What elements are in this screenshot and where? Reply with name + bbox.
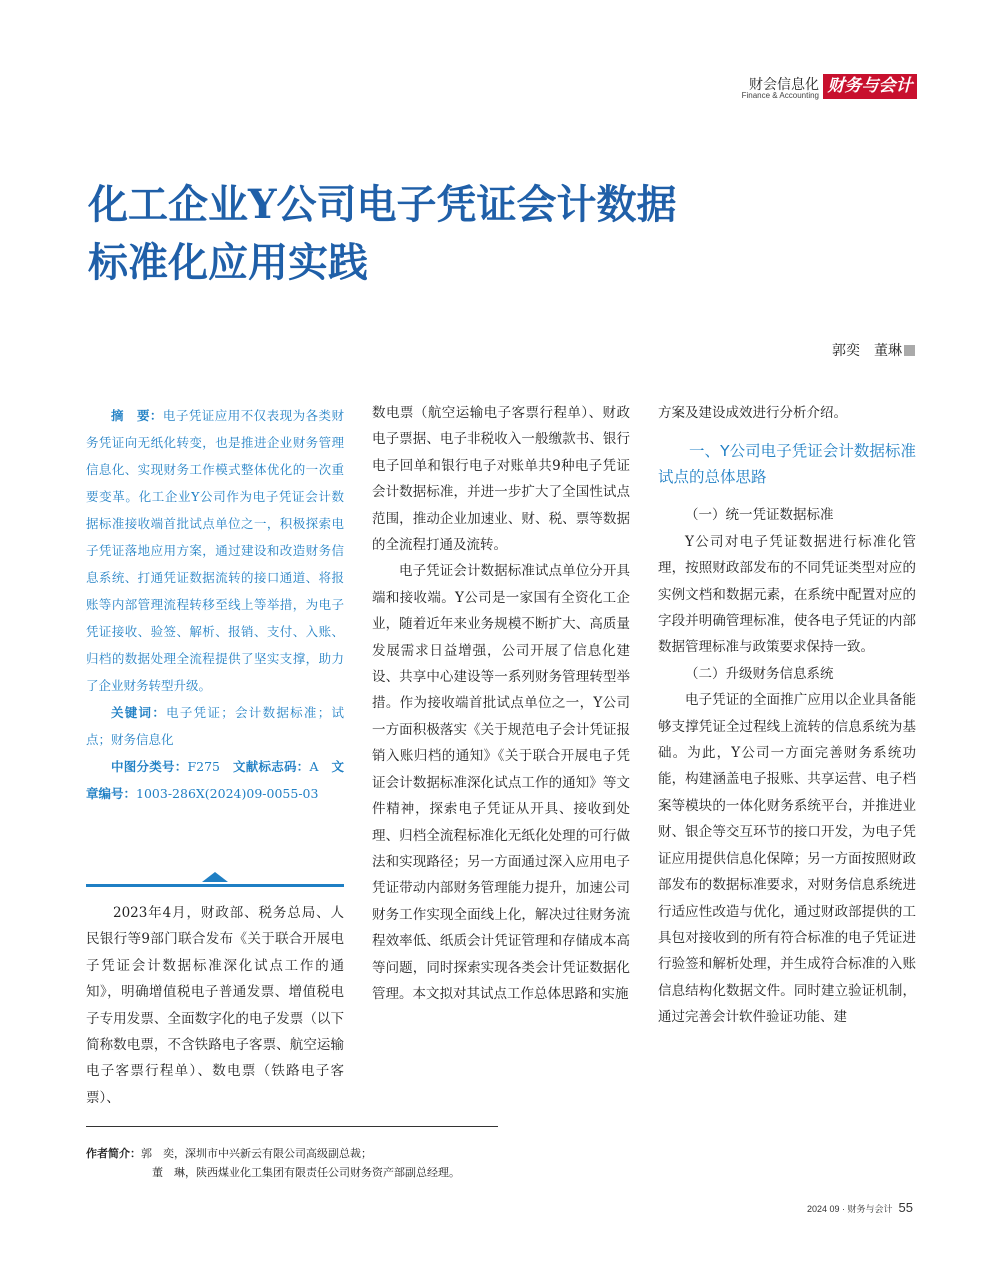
- author-1-bio: 郭 奕，深圳市中兴新云有限公司高级副总裁；: [141, 1147, 372, 1160]
- abstract-label: 摘 要：: [111, 408, 163, 423]
- paragraph: 电子凭证的全面推广应用以企业具备能够支撑凭证全过程线上流转的信息系统为基础。为此，Y公司一方面完善财务系统功能，构建涵盖电子报账、共享运营、电子档案等模块的一体化财务系统平台，并推进业财、银企等交互环节的接口开发，为电子凭证应用提供信息化保障；另一方面按照财政部发布的数据标准要求，对财务信息系统进行适应性改造与优化，通过财政部提供的工具包对接收到的所有符合标准的电子凭证进行验签和解析处理，并生成符合标准的入账信息结构化数据文件。同时建立验证机制，通过完善会计软件验证功能、建: [658, 692, 916, 1026]
- divider-line: [86, 884, 344, 887]
- clc-label: 中图分类号：: [111, 759, 188, 774]
- paragraph: 电子凭证会计数据标准试点单位分开具端和接收端。Y公司是一家国有全资化工企业，随着近年来业务规模不断扩大、高质量发展需求日益增强，公司开展了信息化建设、共享中心建设等一系列财务管理转型举措。作为接收端首批试点单位之一，Y公司一方面积极落实《关于规范电子会计凭证报销入账归档的通知》《关于联合开展电子凭证会计数据标准深化试点工作的通知》等文件精神，探索电子凭证从开具、接收到处理、归档全流程标准化无纸化处理的可行做法和实现路径；另一方面通过深入应用电子凭证带动内部财务管理能力提升，加速公司财务工作实现全面线上化，解决过往财务流程效率低、纸质会计凭证管理和存储成本高等问题，同时探索实现各类会计凭证数据化管理。本文拟对其试点工作总体思路和实施: [372, 563, 630, 1002]
- section-name-en: Finance & Accounting: [741, 91, 819, 100]
- section-name: 财会信息化: [749, 77, 819, 93]
- triangle-icon: [202, 872, 228, 882]
- doc-code-label: 文献标志码：: [232, 759, 310, 774]
- footnote-label: 作者简介：: [86, 1147, 141, 1160]
- doc-code-value: A: [309, 759, 319, 774]
- article-no-value: 1003-286X(2024)09-0055-03: [136, 786, 319, 801]
- page-footer: [807, 1200, 913, 1215]
- author-footnote: [86, 1144, 460, 1182]
- paragraph: 2023年4月，财政部、税务总局、人民银行等9部门联合发布《关于联合开展电子凭证会计数据标准深化试点工作的通知》，明确增值税电子普通发票、增值税电子专用发票、全面数字化的电子发票（以下简称数电票，不含铁路电子客票、航空运输电子客票行程单）、数电票（铁路电子客票）、: [86, 905, 344, 1106]
- paragraph: Y公司对电子凭证数据进行标准化管理，按照财政部发布的不同凭证类型对应的实例文档和数据元素，在系统中配置对应的字段并明确管理标准，使各电子凭证的内部数据管理标准与政策要求保持一致。: [658, 533, 916, 656]
- article-title: [88, 176, 908, 292]
- title-line-2: 标准化应用实践: [88, 239, 368, 286]
- abstract-text: 电子凭证应用不仅表现为各类财务凭证向无纸化转变，也是推进企业财务管理信息化、实现财务工作模式整体优化的一次重要变革。化工企业Y公司作为电子凭证会计数据标准接收端首批试点单位之一，积极探索电子凭证落地应用方案，通过建设和改造财务信息系统、打通凭证数据流转的接口通道、将报账等内部管理流程转移至线上等举措，为电子凭证接收、验签、解析、报销、支付、入账、归档的数据处理全流程提供了坚实支撑，助力了企业财务转型升级。: [86, 408, 344, 693]
- section-heading: 一、Y公司电子凭证会计数据标准试点的总体思路: [658, 442, 916, 487]
- body-column-3: [658, 400, 916, 1031]
- paragraph: 方案及建设成效进行分析介绍。: [658, 405, 847, 421]
- abstract-block: [86, 402, 344, 807]
- title-line-1: 化工企业Y公司电子凭证会计数据: [88, 181, 677, 228]
- abstract-divider: [86, 870, 344, 890]
- square-marker-icon: [904, 345, 915, 356]
- article-no-label: 文章编号：: [86, 759, 344, 801]
- clc-value: F275: [187, 759, 220, 774]
- author-names: 郭奕 董琳: [832, 343, 902, 359]
- subsection-heading: （二）升级财务信息系统: [685, 665, 834, 682]
- keywords: [86, 699, 344, 753]
- footnote-rule: [86, 1126, 498, 1127]
- page-number: 55: [898, 1200, 913, 1215]
- authors: [832, 340, 915, 360]
- classification: [86, 753, 344, 807]
- paragraph: 数电票（航空运输电子客票行程单）、财政电子票据、电子非税收入一般缴款书、银行电子回单和银行电子对账单共9种电子凭证会计数据标准，并进一步扩大了全国性试点范围，推动企业加速业、财、税、票等数据的全流程打通及流转。: [372, 405, 630, 554]
- body-column-2: [372, 400, 630, 1007]
- keywords-label: 关键词：: [111, 705, 167, 720]
- journal-header: [717, 74, 917, 104]
- abstract: [86, 402, 344, 699]
- author-2-bio: 董 琳，陕西煤业化工集团有限责任公司财务资产部副总经理。: [152, 1166, 460, 1179]
- journal-logo: 财务与会计: [823, 74, 917, 99]
- body-column-1: [86, 900, 344, 1111]
- subsection-heading: （一）统一凭证数据标准: [685, 507, 834, 524]
- footnote-line-1: [86, 1144, 460, 1163]
- issue-info: 2024 09 · 财务与会计: [807, 1204, 893, 1214]
- keywords-text: 电子凭证；会计数据标准；试点；财务信息化: [86, 705, 344, 747]
